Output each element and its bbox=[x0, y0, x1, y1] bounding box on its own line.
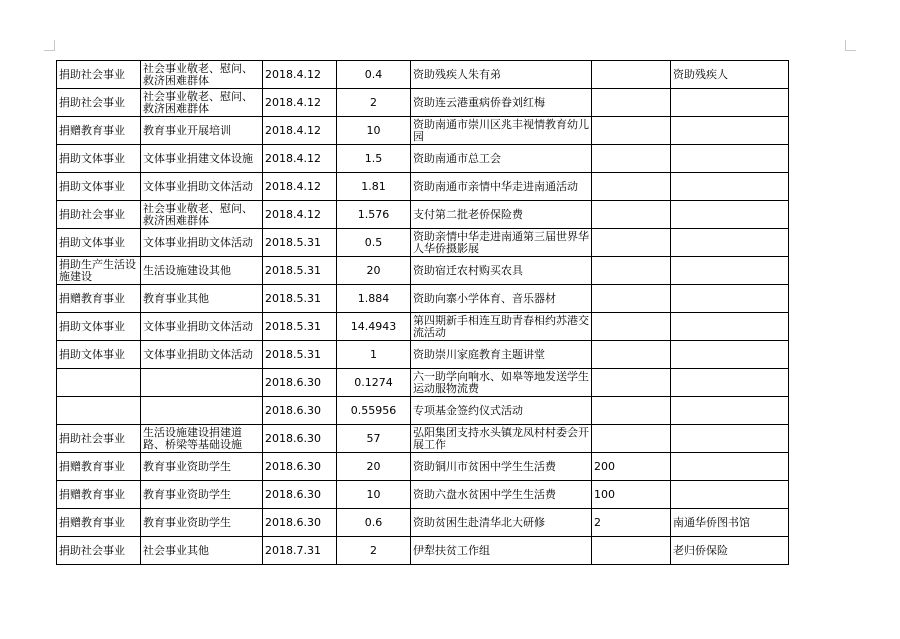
cell-date: 2018.6.30 bbox=[263, 453, 337, 481]
cell-subcategory: 文体事业捐助文体活动 bbox=[141, 229, 263, 257]
cell-note bbox=[671, 313, 789, 341]
cell-description: 资助向寨小学体育、音乐器材 bbox=[411, 285, 592, 313]
cell-count bbox=[592, 145, 671, 173]
cell-subcategory bbox=[141, 397, 263, 425]
table-row bbox=[57, 369, 789, 397]
table-row bbox=[57, 257, 789, 285]
cell-description: 第四期新手相连互助青春相约苏港交流活动 bbox=[411, 313, 592, 341]
table-row bbox=[57, 229, 789, 257]
cell-description: 伊犁扶贫工作组 bbox=[411, 537, 592, 565]
cell-category: 捐助文体事业 bbox=[57, 313, 141, 341]
cell-note: 资助残疾人 bbox=[671, 61, 789, 89]
cell-count bbox=[592, 89, 671, 117]
cell-note: 老归侨保险 bbox=[671, 537, 789, 565]
cell-note bbox=[671, 201, 789, 229]
cell-count: 200 bbox=[592, 453, 671, 481]
cell-amount: 1.576 bbox=[337, 201, 411, 229]
cell-description: 资助南通市总工会 bbox=[411, 145, 592, 173]
cell-amount: 10 bbox=[337, 481, 411, 509]
cell-amount: 0.5 bbox=[337, 229, 411, 257]
cell-description: 资助残疾人朱有弟 bbox=[411, 61, 592, 89]
cell-description: 资助南通市崇川区兆丰视情教育幼儿园 bbox=[411, 117, 592, 145]
cell-category bbox=[57, 369, 141, 397]
table-row bbox=[57, 89, 789, 117]
cell-date: 2018.6.30 bbox=[263, 397, 337, 425]
cell-amount: 14.4943 bbox=[337, 313, 411, 341]
cell-subcategory: 社会事业其他 bbox=[141, 537, 263, 565]
cell-count bbox=[592, 117, 671, 145]
cell-subcategory: 社会事业敬老、慰问、救济困难群体 bbox=[141, 89, 263, 117]
cell-description: 资助铜川市贫困中学生生活费 bbox=[411, 453, 592, 481]
cell-date: 2018.6.30 bbox=[263, 509, 337, 537]
table-row bbox=[57, 481, 789, 509]
table-row bbox=[57, 397, 789, 425]
cell-count bbox=[592, 201, 671, 229]
cell-subcategory: 教育事业资助学生 bbox=[141, 481, 263, 509]
cell-date: 2018.6.30 bbox=[263, 369, 337, 397]
cell-description: 资助六盘水贫困中学生生活费 bbox=[411, 481, 592, 509]
table-row bbox=[57, 509, 789, 537]
cell-count bbox=[592, 285, 671, 313]
table-row bbox=[57, 285, 789, 313]
cell-count bbox=[592, 397, 671, 425]
cell-count bbox=[592, 537, 671, 565]
cell-note bbox=[671, 145, 789, 173]
cell-category: 捐赠教育事业 bbox=[57, 117, 141, 145]
table-row bbox=[57, 453, 789, 481]
table-row bbox=[57, 201, 789, 229]
cell-count bbox=[592, 341, 671, 369]
cell-category: 捐赠教育事业 bbox=[57, 509, 141, 537]
cell-date: 2018.7.31 bbox=[263, 537, 337, 565]
cell-amount: 0.6 bbox=[337, 509, 411, 537]
cell-category: 捐助社会事业 bbox=[57, 61, 141, 89]
cell-amount: 0.4 bbox=[337, 61, 411, 89]
cell-subcategory: 社会事业敬老、慰问、救济困难群体 bbox=[141, 61, 263, 89]
cell-note bbox=[671, 369, 789, 397]
cell-category: 捐助文体事业 bbox=[57, 229, 141, 257]
cell-amount: 2 bbox=[337, 537, 411, 565]
cell-amount: 0.1274 bbox=[337, 369, 411, 397]
cell-amount: 1.884 bbox=[337, 285, 411, 313]
cell-amount: 1.5 bbox=[337, 145, 411, 173]
table-row bbox=[57, 425, 789, 453]
cell-category: 捐赠教育事业 bbox=[57, 285, 141, 313]
cell-note bbox=[671, 341, 789, 369]
cell-category bbox=[57, 397, 141, 425]
cell-amount: 0.55956 bbox=[337, 397, 411, 425]
cell-count bbox=[592, 425, 671, 453]
crop-mark-top-left bbox=[44, 40, 55, 51]
cell-count bbox=[592, 313, 671, 341]
cell-note bbox=[671, 285, 789, 313]
cell-count: 100 bbox=[592, 481, 671, 509]
cell-note bbox=[671, 481, 789, 509]
cell-note bbox=[671, 425, 789, 453]
cell-amount: 1.81 bbox=[337, 173, 411, 201]
cell-subcategory: 生活设施建设其他 bbox=[141, 257, 263, 285]
cell-subcategory: 教育事业开展培训 bbox=[141, 117, 263, 145]
cell-amount: 10 bbox=[337, 117, 411, 145]
cell-description: 资助连云港重病侨眷刘红梅 bbox=[411, 89, 592, 117]
table-row bbox=[57, 341, 789, 369]
cell-count bbox=[592, 369, 671, 397]
cell-description: 资助贫困生赴清华北大研修 bbox=[411, 509, 592, 537]
cell-note bbox=[671, 397, 789, 425]
cell-description: 专项基金签约仪式活动 bbox=[411, 397, 592, 425]
table-body bbox=[57, 61, 789, 565]
cell-subcategory: 文体事业捐助文体活动 bbox=[141, 313, 263, 341]
cell-count: 2 bbox=[592, 509, 671, 537]
cell-count bbox=[592, 173, 671, 201]
cell-subcategory bbox=[141, 369, 263, 397]
cell-subcategory: 文体事业捐助文体活动 bbox=[141, 173, 263, 201]
table-row bbox=[57, 537, 789, 565]
cell-date: 2018.5.31 bbox=[263, 257, 337, 285]
cell-description: 支付第二批老侨保险费 bbox=[411, 201, 592, 229]
cell-category: 捐助社会事业 bbox=[57, 537, 141, 565]
cell-category: 捐助社会事业 bbox=[57, 201, 141, 229]
cell-subcategory: 教育事业其他 bbox=[141, 285, 263, 313]
table-row bbox=[57, 145, 789, 173]
cell-category: 捐助文体事业 bbox=[57, 341, 141, 369]
cell-description: 资助宿迁农村购买农具 bbox=[411, 257, 592, 285]
cell-subcategory: 社会事业敬老、慰问、救济困难群体 bbox=[141, 201, 263, 229]
cell-note bbox=[671, 117, 789, 145]
cell-description: 资助亲情中华走进南通第三届世界华人华侨摄影展 bbox=[411, 229, 592, 257]
table-row bbox=[57, 173, 789, 201]
cell-amount: 1 bbox=[337, 341, 411, 369]
cell-description: 弘阳集团支持水头镇龙凤村村委会开展工作 bbox=[411, 425, 592, 453]
cell-date: 2018.4.12 bbox=[263, 145, 337, 173]
cell-date: 2018.6.30 bbox=[263, 481, 337, 509]
cell-count bbox=[592, 257, 671, 285]
cell-note bbox=[671, 453, 789, 481]
cell-note: 南通华侨图书馆 bbox=[671, 509, 789, 537]
cell-description: 资助南通市亲情中华走进南通活动 bbox=[411, 173, 592, 201]
cell-date: 2018.4.12 bbox=[263, 173, 337, 201]
cell-count bbox=[592, 229, 671, 257]
cell-description: 资助崇川家庭教育主题讲堂 bbox=[411, 341, 592, 369]
cell-description: 六一助学向响水、如皋等地发送学生运动服物流费 bbox=[411, 369, 592, 397]
cell-note bbox=[671, 229, 789, 257]
cell-subcategory: 教育事业资助学生 bbox=[141, 453, 263, 481]
cell-date: 2018.5.31 bbox=[263, 229, 337, 257]
cell-date: 2018.4.12 bbox=[263, 61, 337, 89]
cell-date: 2018.4.12 bbox=[263, 89, 337, 117]
cell-note bbox=[671, 173, 789, 201]
table-row bbox=[57, 61, 789, 89]
cell-subcategory: 文体事业捐建文体设施 bbox=[141, 145, 263, 173]
cell-category: 捐赠教育事业 bbox=[57, 481, 141, 509]
cell-category: 捐助文体事业 bbox=[57, 173, 141, 201]
cell-amount: 20 bbox=[337, 257, 411, 285]
cell-date: 2018.4.12 bbox=[263, 201, 337, 229]
cell-date: 2018.6.30 bbox=[263, 425, 337, 453]
cell-subcategory: 文体事业捐助文体活动 bbox=[141, 341, 263, 369]
cell-subcategory: 生活设施建设捐建道路、桥梁等基础设施 bbox=[141, 425, 263, 453]
cell-category: 捐助社会事业 bbox=[57, 89, 141, 117]
cell-subcategory: 教育事业资助学生 bbox=[141, 509, 263, 537]
cell-category: 捐助文体事业 bbox=[57, 145, 141, 173]
cell-amount: 2 bbox=[337, 89, 411, 117]
cell-date: 2018.4.12 bbox=[263, 117, 337, 145]
cell-date: 2018.5.31 bbox=[263, 313, 337, 341]
crop-mark-top-right bbox=[845, 40, 856, 51]
table-row bbox=[57, 313, 789, 341]
cell-date: 2018.5.31 bbox=[263, 285, 337, 313]
table-row bbox=[57, 117, 789, 145]
cell-note bbox=[671, 257, 789, 285]
cell-amount: 20 bbox=[337, 453, 411, 481]
donation-table bbox=[56, 60, 789, 565]
cell-count bbox=[592, 61, 671, 89]
cell-amount: 57 bbox=[337, 425, 411, 453]
cell-category: 捐助社会事业 bbox=[57, 425, 141, 453]
cell-note bbox=[671, 89, 789, 117]
cell-category: 捐赠教育事业 bbox=[57, 453, 141, 481]
cell-category: 捐助生产生活设施建设 bbox=[57, 257, 141, 285]
cell-date: 2018.5.31 bbox=[263, 341, 337, 369]
